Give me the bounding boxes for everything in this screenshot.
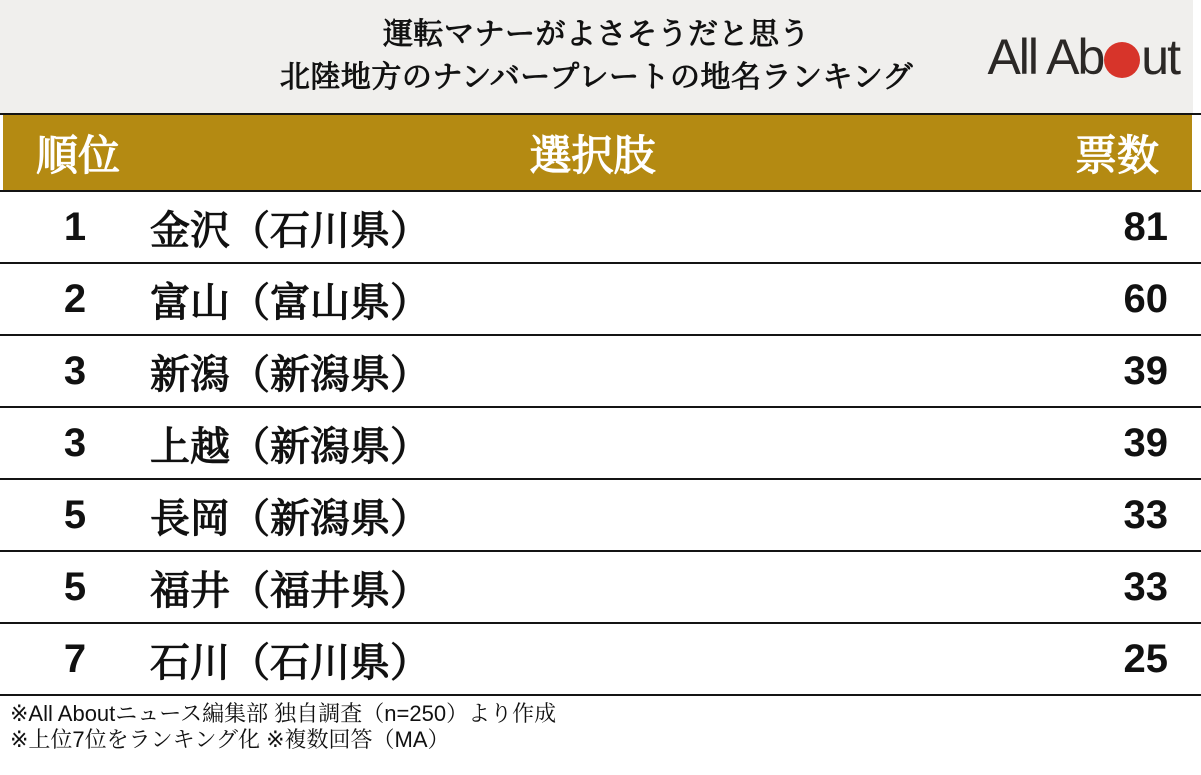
table-row <box>0 552 1201 624</box>
page-title <box>280 14 913 99</box>
table-header-row <box>3 115 1192 190</box>
votes-cell: 25 <box>1123 636 1168 681</box>
footer-note-method: ※上位7位をランキング化 ※複数回答（MA） <box>10 727 450 753</box>
rank-cell: 5 <box>63 492 87 537</box>
votes-cell: 60 <box>1123 276 1168 321</box>
votes-cell: 81 <box>1123 204 1168 249</box>
votes-cell: 33 <box>1123 492 1168 537</box>
rank-cell: 2 <box>63 276 87 321</box>
table-row <box>0 408 1201 480</box>
choice-cell: 富山（富山県） <box>150 280 430 325</box>
rank-cell: 3 <box>63 420 87 465</box>
votes-cell: 33 <box>1123 564 1168 609</box>
choice-cell: 金沢（石川県） <box>150 208 430 253</box>
table-row <box>0 192 1201 264</box>
logo-red-dot-icon <box>1104 42 1140 78</box>
table-row <box>0 480 1201 552</box>
table-row <box>0 336 1201 408</box>
column-header-votes: 票数 <box>1074 131 1159 179</box>
votes-cell: 39 <box>1123 348 1168 393</box>
votes-cell: 39 <box>1123 420 1168 465</box>
footer-notes <box>0 696 1201 754</box>
column-header-rank: 順位 <box>35 131 120 179</box>
column-header-choice: 選択肢 <box>529 131 656 179</box>
all-about-logo <box>987 28 1179 86</box>
title-line-1: 運転マナーがよさそうだと思う <box>383 17 810 51</box>
title-line-2: 北陸地方のナンバープレートの地名ランキング <box>279 60 914 94</box>
choice-cell: 福井（福井県） <box>150 568 430 613</box>
title-section <box>0 0 1193 113</box>
logo-text-before: All Ab <box>987 28 1104 85</box>
choice-cell: 上越（新潟県） <box>150 424 430 469</box>
footer-note-source: ※All Aboutニュース編集部 独自調査（n=250）より作成 <box>10 701 557 726</box>
rank-cell: 3 <box>63 348 87 393</box>
logo-text-after: ut <box>1141 28 1179 85</box>
rank-cell: 5 <box>63 564 87 609</box>
table-row <box>0 264 1201 336</box>
table-row <box>0 624 1201 696</box>
choice-cell: 新潟（新潟県） <box>150 352 430 397</box>
choice-cell: 石川（石川県） <box>150 640 430 685</box>
rank-cell: 1 <box>63 204 87 249</box>
rank-cell: 7 <box>63 636 87 681</box>
choice-cell: 長岡（新潟県） <box>150 496 430 541</box>
